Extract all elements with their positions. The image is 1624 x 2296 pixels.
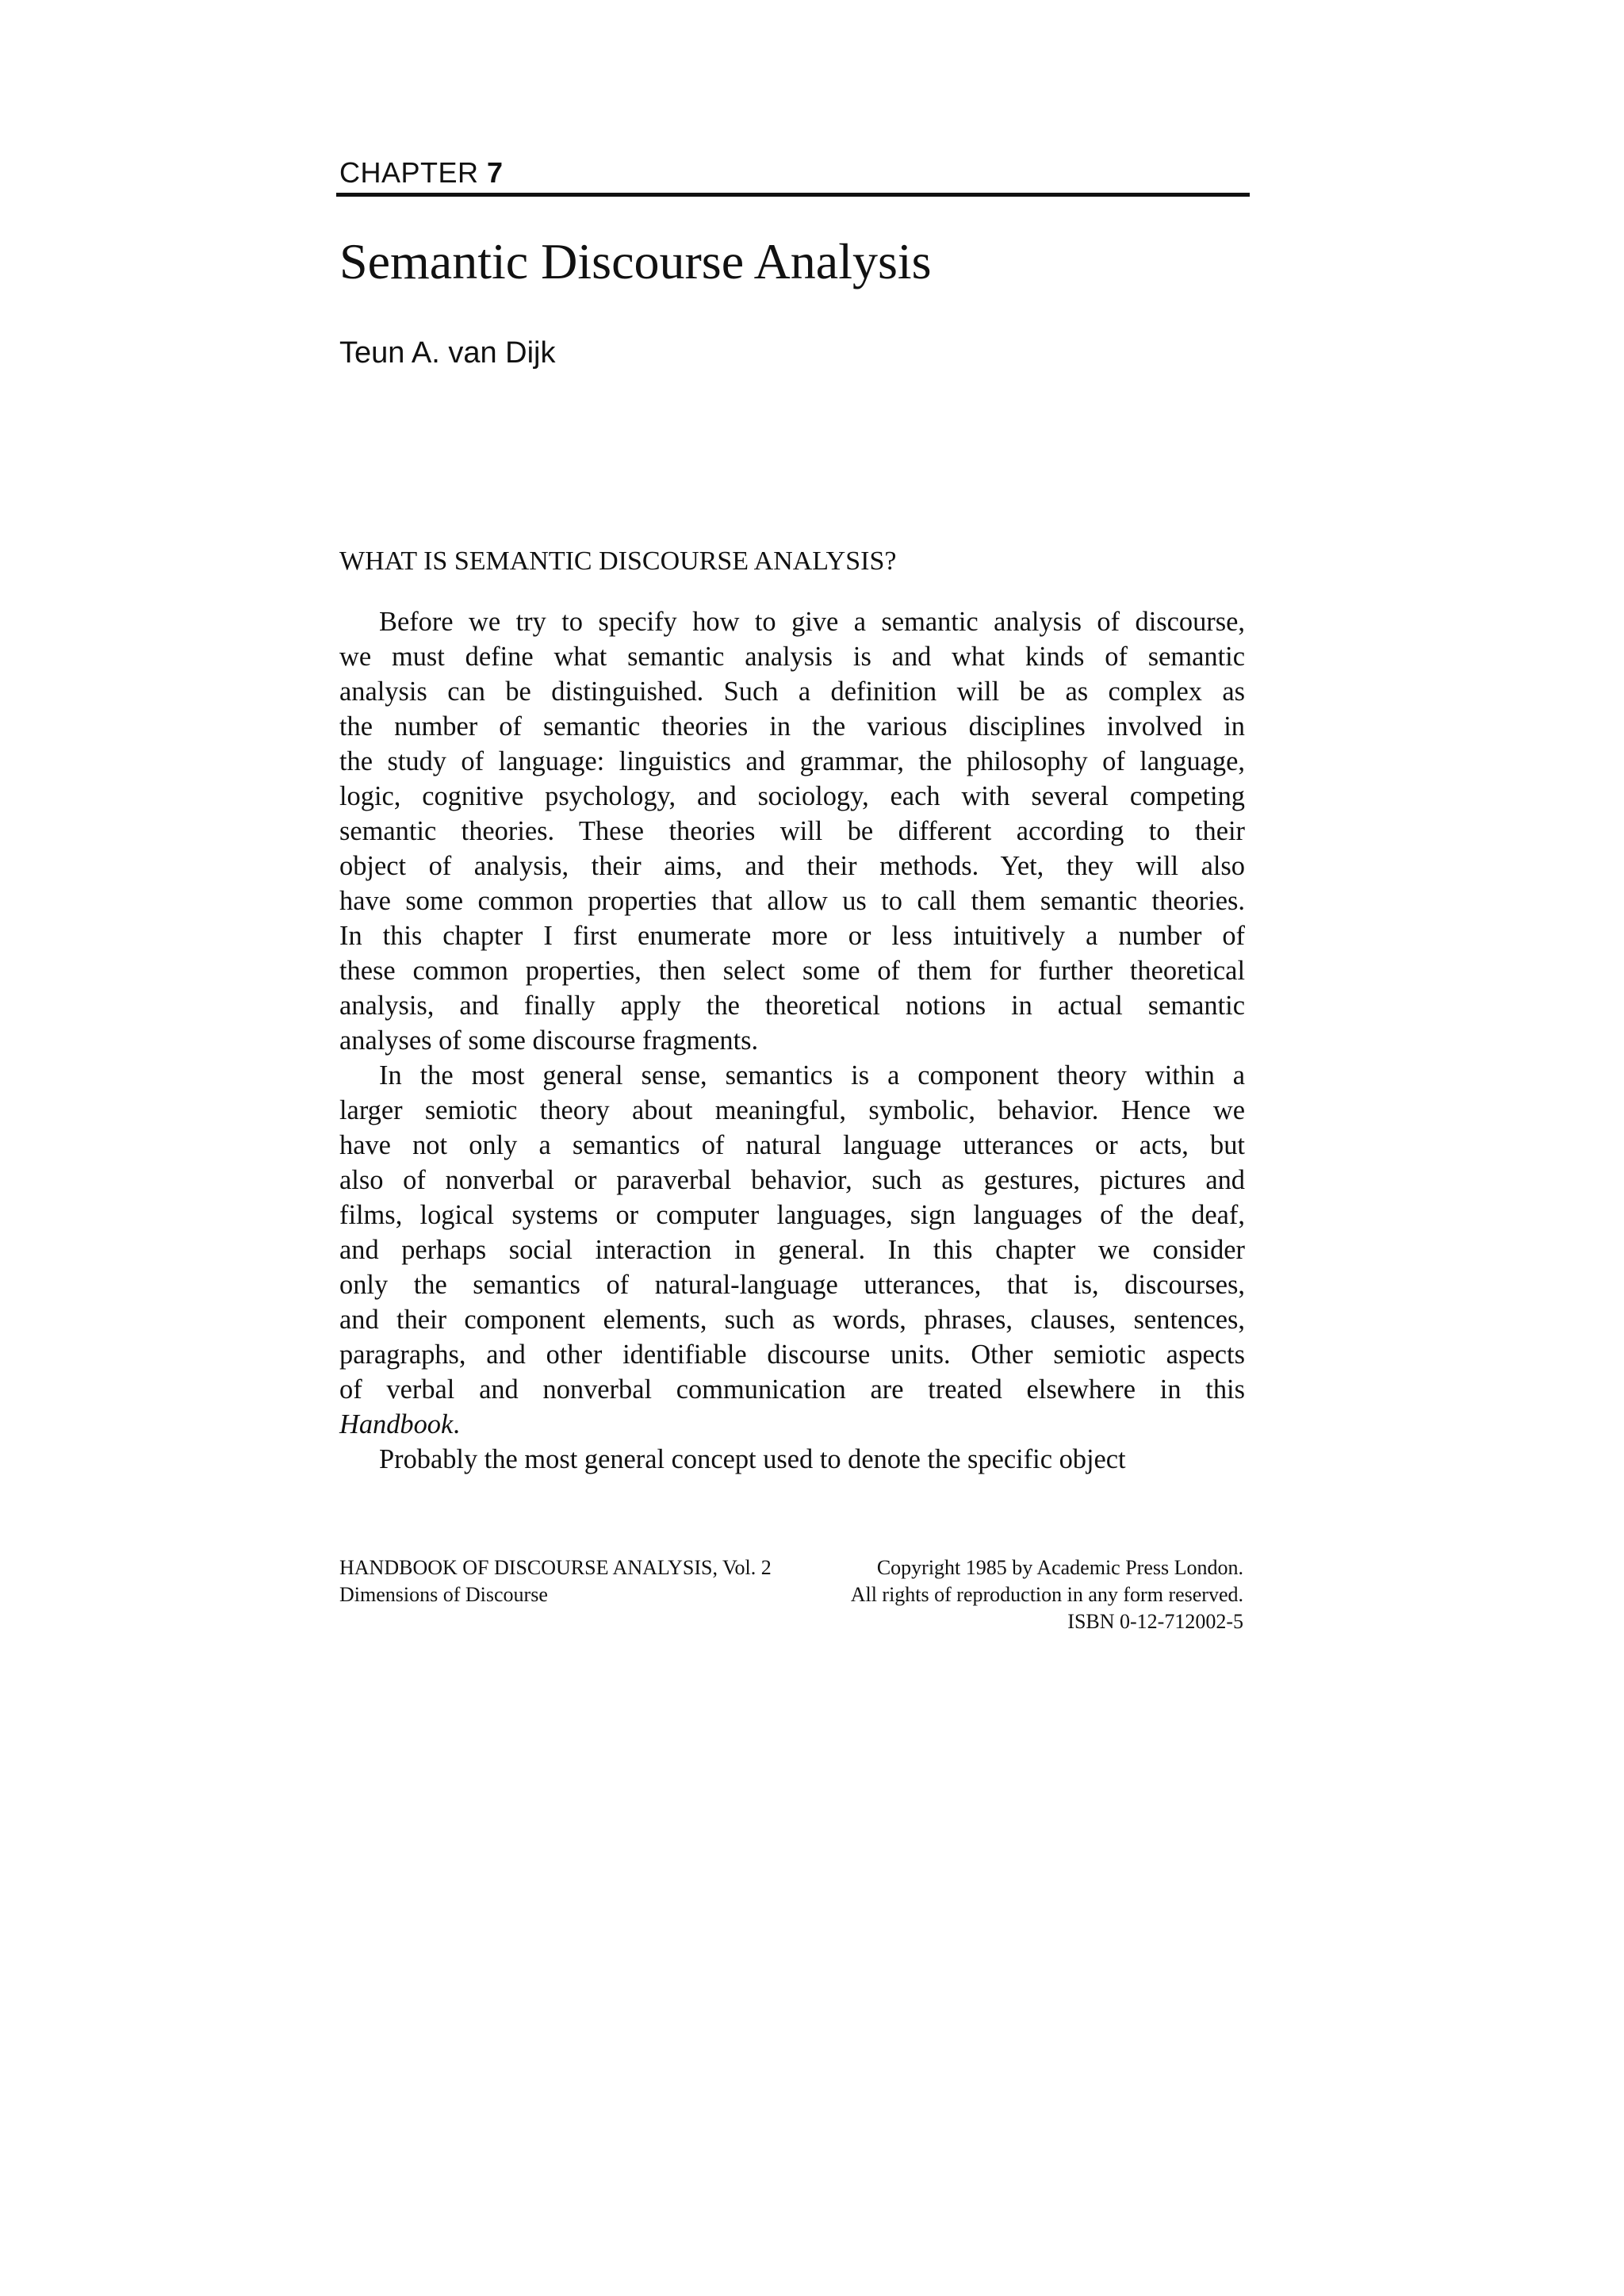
- text-line: semantic theories. These theories will be different according to their: [339, 816, 1245, 846]
- footer-isbn: ISBN 0-12-712002-5: [1067, 1610, 1243, 1633]
- text-line: In this chapter I first enumerate more or less intuitively a number of: [339, 921, 1245, 951]
- chapter-title: Semantic Discourse Analysis: [339, 233, 932, 289]
- section-heading: WHAT IS SEMANTIC DISCOURSE ANALYSIS?: [339, 546, 897, 576]
- text-line: analyses of some discourse fragments.: [339, 1025, 759, 1056]
- footer-volume-subtitle: Dimensions of Discourse: [339, 1583, 548, 1606]
- text-line: the study of language: linguistics and grammar, the philosophy of language,: [339, 746, 1245, 776]
- footer-handbook-title: HANDBOOK OF DISCOURSE ANALYSIS, Vol. 2: [339, 1556, 772, 1579]
- paragraph-1: [339, 604, 1245, 1058]
- paragraph-3: [339, 1442, 1245, 1477]
- text-line: [339, 1407, 1245, 1442]
- text-line: analysis can be distinguished. Such a definition will be as complex as: [339, 677, 1245, 707]
- text-line: the number of semantic theories in the various disciplines involved in: [339, 711, 1245, 742]
- text-line: have not only a semantics of natural language utterances or acts, but: [339, 1130, 1245, 1160]
- footer-right: [851, 1554, 1243, 1635]
- text-line: Before we try to specify how to give a semantic analysis of discourse,: [379, 607, 1245, 637]
- text-line: and their component elements, such as words, phrases, clauses, sentences,: [339, 1305, 1245, 1335]
- footer-left: [339, 1554, 772, 1608]
- chapter-rule: [336, 193, 1250, 197]
- text-line: logic, cognitive psychology, and sociology, each with several competing: [339, 781, 1245, 811]
- chapter-number: 7: [487, 156, 504, 189]
- text-line: we must define what semantic analysis is and what kinds of semantic: [339, 642, 1245, 672]
- handbook-italic: Handbook: [339, 1409, 454, 1439]
- footer-copyright: Copyright 1985 by Academic Press London.: [876, 1556, 1243, 1579]
- footer-rights: All rights of reproduction in any form reserved.: [850, 1583, 1243, 1606]
- text-line: have some common properties that allow us to call them semantic theories.: [339, 886, 1245, 916]
- text-line: paragraphs, and other identifiable discourse units. Other semiotic aspects: [339, 1340, 1245, 1370]
- text-line: object of analysis, their aims, and their methods. Yet, they will also: [339, 851, 1245, 881]
- text-line: In the most general sense, semantics is a component theory within a: [379, 1060, 1245, 1091]
- text-line: analysis, and finally apply the theoretical notions in actual semantic: [339, 991, 1245, 1021]
- text-line: films, logical systems or computer languages, sign languages of the deaf,: [339, 1200, 1245, 1230]
- text-line: Probably the most general concept used to denote the specific object: [379, 1444, 1126, 1474]
- body-text: [339, 604, 1245, 1477]
- chapter-label-text: CHAPTER: [339, 156, 479, 189]
- chapter-label: [339, 155, 504, 190]
- paragraph-2: [339, 1058, 1245, 1442]
- text-line: and perhaps social interaction in general. In this chapter we consider: [339, 1235, 1245, 1265]
- text-line: larger semiotic theory about meaningful, symbolic, behavior. Hence we: [339, 1095, 1245, 1125]
- handbook-period: .: [453, 1409, 460, 1439]
- text-line: these common properties, then select some of them for further theoretical: [339, 956, 1245, 986]
- text-line: of verbal and nonverbal communication are treated elsewhere in this: [339, 1374, 1245, 1405]
- author-name: Teun A. van Dijk: [339, 336, 556, 370]
- text-line: also of nonverbal or paraverbal behavior, such as gestures, pictures and: [339, 1165, 1245, 1195]
- text-line: only the semantics of natural-language utterances, that is, discourses,: [339, 1270, 1245, 1300]
